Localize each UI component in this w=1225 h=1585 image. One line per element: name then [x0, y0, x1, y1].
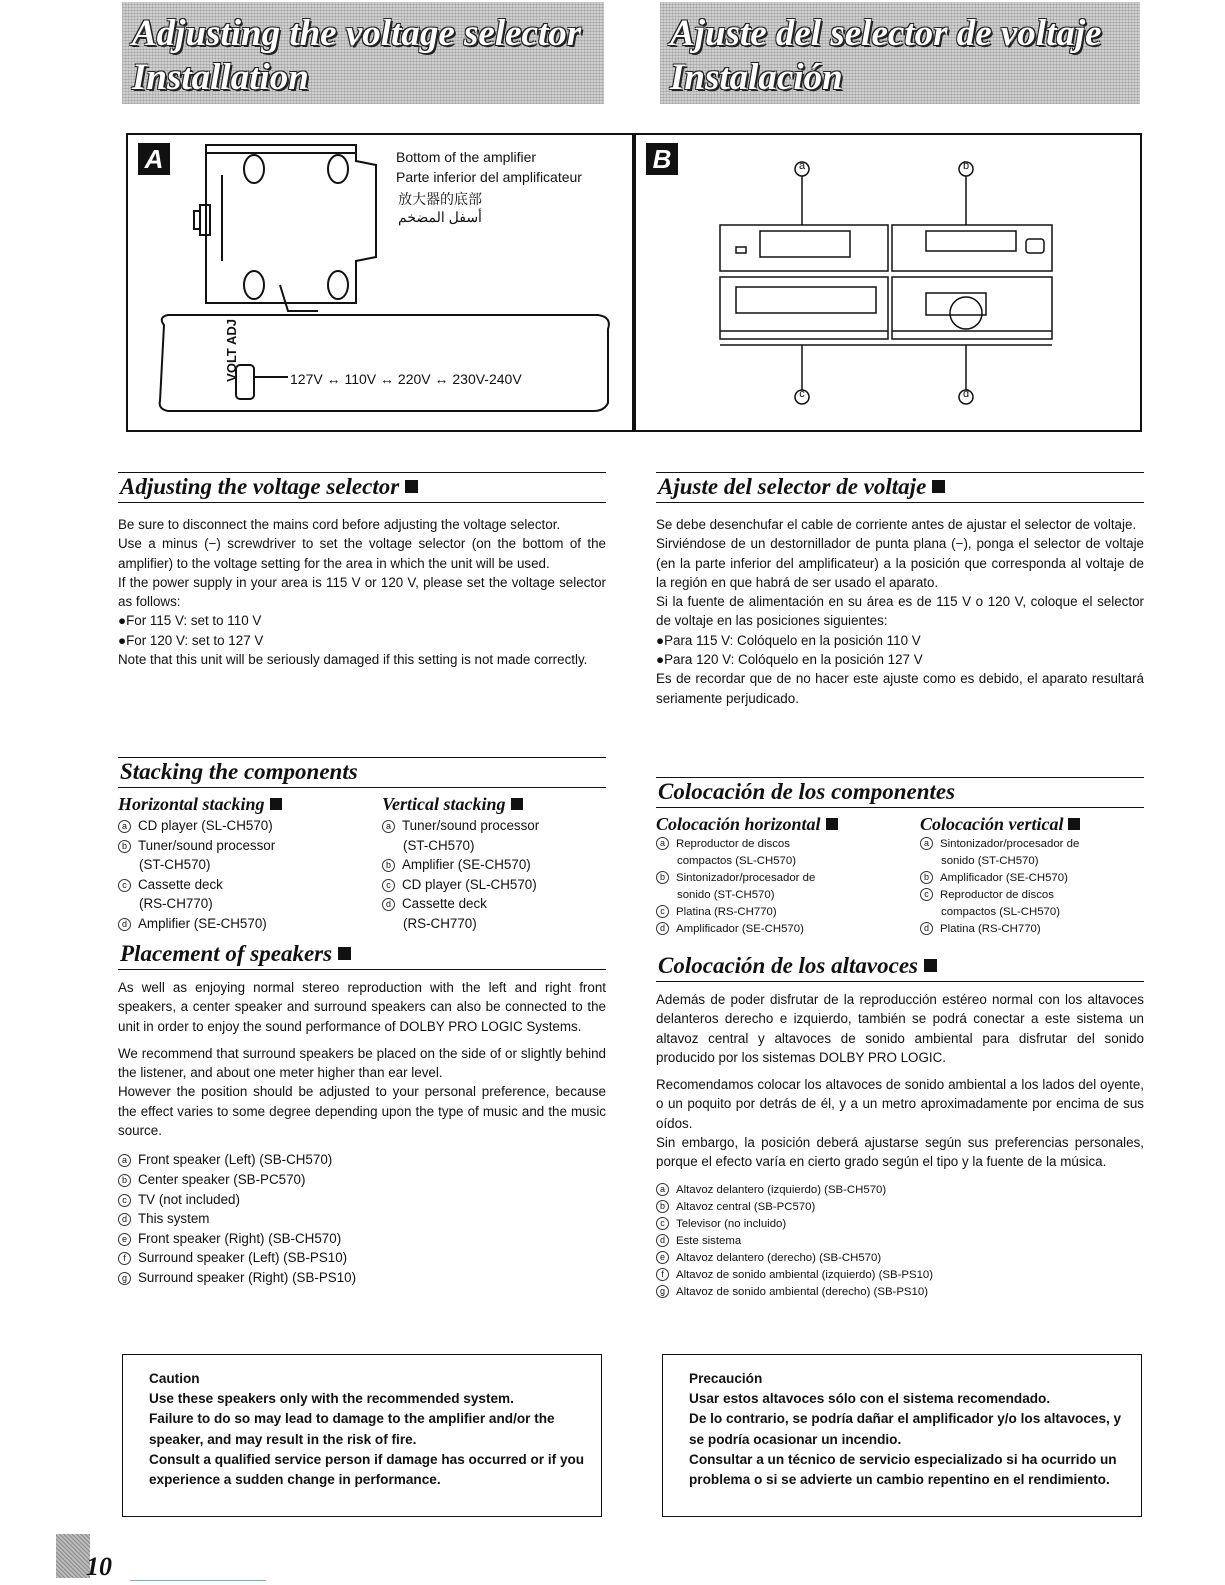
marker-icon: a — [382, 820, 395, 833]
list-item-text: Reproductor de discos compactos (SL-CH570) — [676, 838, 797, 867]
marker-icon: b — [118, 840, 131, 853]
caution-title: Precaución — [689, 1371, 763, 1386]
ref-box-icon — [405, 480, 418, 493]
ref-box-icon — [338, 947, 351, 960]
right-column — [656, 472, 1144, 1301]
list-item — [118, 1209, 606, 1229]
placement-text-2: We recommend that surround speakers be placed on the side of or slightly behind the listener, and about one meter higher than ear level. However the position should be adjusted to your personal preference, because the effect varies to some degree depending upon the type of music and the music source. — [118, 1045, 606, 1139]
section-altavoces-title — [656, 952, 1144, 982]
marker-c: c — [799, 388, 805, 400]
section-title-text: Colocación de los componentes — [658, 779, 956, 804]
marker-icon: g — [656, 1285, 669, 1298]
list-item-text: Altavoz delantero (izquierdo) (SB-CH570) — [676, 1183, 887, 1196]
figure-a-label: A — [138, 143, 170, 175]
list-item-text: CD player (SL-CH570) — [402, 876, 537, 892]
marker-icon: c — [382, 879, 395, 892]
colocacion-horizontal-title — [656, 814, 920, 835]
ref-box-icon — [932, 480, 945, 493]
amp-bottom-label-es: Parte inferior del amplificateur — [396, 169, 582, 185]
list-item — [118, 836, 382, 875]
marker-icon: b — [656, 871, 669, 884]
list-item — [118, 914, 382, 934]
caution-text: Use these speakers only with the recommended system. Failure to do so may lead to damage to the amplifier and/or the speaker, and may result in the risk of fire. Consult a qualified service person if damage has occurred or if you experience a sudden change in performance. — [149, 1391, 585, 1488]
list-item-text: Tuner/sound processor (ST-CH570) — [138, 837, 276, 873]
list-item-text: Sintonizador/procesador de sonido (ST-CH570) — [940, 838, 1080, 867]
list-item — [920, 887, 1144, 921]
section-ajuste-voltaje-title — [656, 472, 1144, 503]
list-item — [118, 1170, 606, 1190]
list-item-text: Center speaker (SB-PC570) — [138, 1171, 306, 1187]
figure-a — [126, 133, 634, 432]
figure-b-label: B — [646, 143, 678, 175]
ref-box-icon — [511, 798, 523, 810]
marker-icon: c — [920, 888, 933, 901]
amp-bottom-label-ar: أسفل المضخم — [398, 209, 482, 225]
page-corner-mark — [56, 1534, 90, 1578]
list-item — [920, 870, 1144, 887]
marker-icon: b — [920, 871, 933, 884]
page-number: 10 — [86, 1552, 112, 1581]
list-item — [656, 1233, 1144, 1250]
list-item-text: Este sistema — [676, 1234, 742, 1247]
vertical-stacking — [382, 794, 606, 940]
list-item — [118, 1190, 606, 1210]
marker-icon: c — [656, 1217, 669, 1230]
list-item-text: TV (not included) — [138, 1191, 240, 1207]
section-title-text: Ajuste del selector de voltaje — [658, 474, 927, 499]
list-item-text: Altavoz central (SB-PC570) — [676, 1200, 816, 1213]
voltage-options: 127V ↔ 110V ↔ 220V ↔ 230V-240V — [290, 371, 522, 387]
marker-icon: d — [118, 918, 131, 931]
section-placement-title — [118, 940, 606, 970]
header-subtitle-es: Instalación — [670, 57, 843, 98]
adjusting-voltage-text: Be sure to disconnect the mains cord before adjusting the voltage selector. Use a minus (−) screwdriver to set the voltage selector (on the bottom of the amplifier) to the voltage setting for the area in which the unit will be used. If the power supply in your area is 115 V or 120 V, please set the voltage selector as follows: ●For 115 V: set to 110 V ●For 120 V: set to 127 V Note that this unit will be seriously damaged if this setting is not made correctly. — [118, 517, 606, 668]
marker-icon: a — [118, 820, 131, 833]
list-item — [656, 1267, 1144, 1284]
marker-icon: b — [118, 1174, 131, 1187]
list-item — [656, 1250, 1144, 1267]
marker-icon: e — [656, 1251, 669, 1264]
list-item — [118, 816, 382, 836]
list-item-text: Platina (RS-CH770) — [940, 923, 1041, 935]
list-item-text: Tuner/sound processor (ST-CH570) — [402, 818, 540, 853]
marker-icon: c — [656, 905, 669, 918]
footer-rule — [130, 1580, 266, 1581]
list-item-text: Altavoz de sonido ambiental (izquierdo) (SB-PS10) — [676, 1268, 934, 1281]
header-banner-left — [122, 2, 604, 104]
marker-icon: e — [118, 1233, 131, 1246]
list-item-text: Cassette deck (RS-CH770) — [138, 876, 223, 912]
placement-text-1: As well as enjoying normal stereo reproduction with the left and right front speakers, a center speaker and surround speakers can also be connected to the unit in order to enjoy the sound performance of DOLBY PRO LOGIC Systems. — [118, 980, 606, 1034]
list-item-text: Amplifier (SE-CH570) — [138, 915, 267, 931]
marker-icon: c — [118, 1194, 131, 1207]
colocacion-horizontal — [656, 814, 920, 952]
section-colocacion-title — [656, 777, 1144, 808]
marker-b: b — [962, 160, 970, 172]
header-banner-right — [660, 2, 1140, 104]
list-item — [382, 816, 606, 855]
ref-box-icon — [924, 959, 937, 972]
list-item — [656, 921, 920, 938]
caution-box-es — [662, 1354, 1142, 1517]
list-item — [118, 875, 382, 914]
figure-b — [634, 133, 1142, 432]
stacking-lists — [118, 794, 606, 940]
marker-icon: a — [656, 1183, 669, 1196]
list-item — [656, 904, 920, 921]
marker-icon: a — [920, 837, 933, 850]
header-subtitle-en: Installation — [132, 57, 309, 98]
marker-icon: c — [118, 879, 131, 892]
vertical-stacking-title — [382, 794, 606, 815]
list-item — [920, 921, 1144, 938]
list-item-text: Sintonizador/procesador de sonido (ST-CH570) — [676, 872, 816, 901]
list-item — [382, 875, 606, 895]
list-item-text: Surround speaker (Left) (SB-PS10) — [138, 1250, 348, 1266]
header-title-en: Adjusting the voltage selector — [132, 13, 582, 54]
list-item — [118, 1150, 606, 1170]
list-item-text: Cassette deck (RS-CH770) — [402, 896, 487, 931]
caution-box-en — [122, 1354, 602, 1517]
colocacion-vertical-title — [920, 814, 1144, 835]
list-item — [656, 1182, 1144, 1199]
marker-icon: a — [656, 837, 669, 850]
altavoces-text-1: Además de poder disfrutar de la reproducción estéreo normal con los altavoces delanteros derecho e izquierdo, también se podrá conectar a este sistema un altavoz central y altavoces de sonido ambiental para disfrutar del sonido producido por los sistemas DOLBY PRO LOGIC. — [656, 992, 1144, 1065]
section-title-text: Colocación de los altavoces — [658, 953, 918, 978]
horizontal-stacking-title — [118, 794, 382, 815]
subtitle-text: Colocación horizontal — [656, 814, 821, 834]
volt-adj-label: VOLT ADJ — [224, 319, 239, 382]
marker-icon: b — [656, 1200, 669, 1213]
list-item — [656, 836, 920, 870]
marker-icon: g — [118, 1272, 131, 1285]
list-item — [382, 855, 606, 875]
marker-icon: d — [656, 1234, 669, 1247]
list-item — [656, 1216, 1144, 1233]
stacked-components-diagram — [636, 135, 1144, 434]
marker-icon: d — [656, 922, 669, 935]
list-item-text: Front speaker (Left) (SB-CH570) — [138, 1152, 333, 1168]
colocacion-lists — [656, 814, 1144, 952]
amp-bottom-label-zh: 放大器的底部 — [398, 191, 482, 207]
altavoces-text-2: Recomendamos colocar los altavoces de sonido ambiental a los lados del oyente, o un poquito por detrás de él, y a un metro aproximadamente por encima de sus oídos. Sin embargo, la posición deberá ajustarse según sus preferencias personales, porque el efecto varía en cierto grado según el tipo y la fuente de la música. — [656, 1077, 1144, 1170]
left-column — [118, 472, 606, 1288]
list-item — [118, 1268, 606, 1288]
list-item-text: Televisor (no incluido) — [676, 1217, 787, 1230]
altavoces-list — [656, 1182, 1144, 1301]
ref-box-icon — [1068, 818, 1080, 830]
ajuste-voltaje-text: Se debe desenchufar el cable de corriente antes de ajustar el selector de voltaje. Sirviéndose de un destornillador de punta plana (−), ponga el selector de voltaje (en la parte inferior del amplificateur) a la posición que corresponda al voltaje de la región en que habrá de ser usado el aparato. Si la fuente de alimentación en su área es de 115 V o 120 V, coloque el selector de voltaje en las posiciones siguientes: ●Para 115 V: Colóquelo en la posición 110 V ●Para 120 V: Colóquelo en la posición 127 V Es de recordar que de no hacer este ajuste como es debido, el aparato resultará seriamente perjudicado. — [656, 517, 1144, 706]
marker-d: d — [962, 388, 970, 400]
ref-box-icon — [826, 818, 838, 830]
section-title-text: Stacking the components — [120, 759, 358, 784]
list-item — [382, 894, 606, 933]
list-item-text: This system — [138, 1211, 210, 1227]
ref-box-icon — [270, 798, 282, 810]
subtitle-text: Horizontal stacking — [118, 794, 265, 814]
list-item-text: Amplifier (SE-CH570) — [402, 857, 531, 873]
colocacion-vertical — [920, 814, 1144, 952]
caution-title: Caution — [149, 1371, 200, 1386]
marker-icon: d — [382, 898, 395, 911]
section-title-text: Placement of speakers — [120, 941, 333, 966]
list-item-text: Platina (RS-CH770) — [676, 906, 777, 918]
horizontal-stacking — [118, 794, 382, 940]
marker-a: a — [798, 160, 806, 172]
section-stacking-title — [118, 757, 606, 788]
amp-bottom-label-en: Bottom of the amplifier — [396, 149, 537, 165]
marker-icon: d — [920, 922, 933, 935]
list-item — [920, 836, 1144, 870]
list-item-text: Surround speaker (Right) (SB-PS10) — [138, 1269, 357, 1285]
list-item-text: Altavoz de sonido ambiental (derecho) (SB-PS10) — [676, 1285, 928, 1298]
list-item — [656, 1284, 1144, 1301]
list-item-text: Altavoz delantero (derecho) (SB-CH570) — [676, 1251, 882, 1264]
list-item — [118, 1248, 606, 1268]
section-adjusting-voltage-title — [118, 472, 606, 503]
speaker-list — [118, 1150, 606, 1287]
list-item — [656, 870, 920, 904]
list-item-text: CD player (SL-CH570) — [138, 818, 273, 833]
caution-text: Usar estos altavoces sólo con el sistema recomendado. De lo contrario, se podría dañar el amplificador y/o los altavoces, y se podría ocasionar un incendio. Consultar a un técnico de servicio especializado si ha ocurrido un problema o si se advierte un cambio repentino en el rendimiento. — [689, 1391, 1122, 1488]
marker-icon: d — [118, 1213, 131, 1226]
header-title-es: Ajuste del selector de voltaje — [670, 13, 1102, 54]
list-item-text: Amplificador (SE-CH570) — [676, 923, 804, 935]
marker-icon: f — [118, 1252, 131, 1265]
marker-icon: a — [118, 1154, 131, 1167]
subtitle-text: Colocación vertical — [920, 814, 1064, 834]
list-item — [656, 1199, 1144, 1216]
list-item-text: Front speaker (Right) (SB-CH570) — [138, 1230, 342, 1246]
subtitle-text: Vertical stacking — [382, 794, 506, 814]
list-item-text: Reproductor de discos compactos (SL-CH570) — [940, 889, 1061, 918]
section-title-text: Adjusting the voltage selector — [120, 474, 400, 499]
marker-icon: f — [656, 1268, 669, 1281]
list-item — [118, 1229, 606, 1249]
list-item-text: Amplificador (SE-CH570) — [940, 872, 1068, 884]
marker-icon: b — [382, 859, 395, 872]
